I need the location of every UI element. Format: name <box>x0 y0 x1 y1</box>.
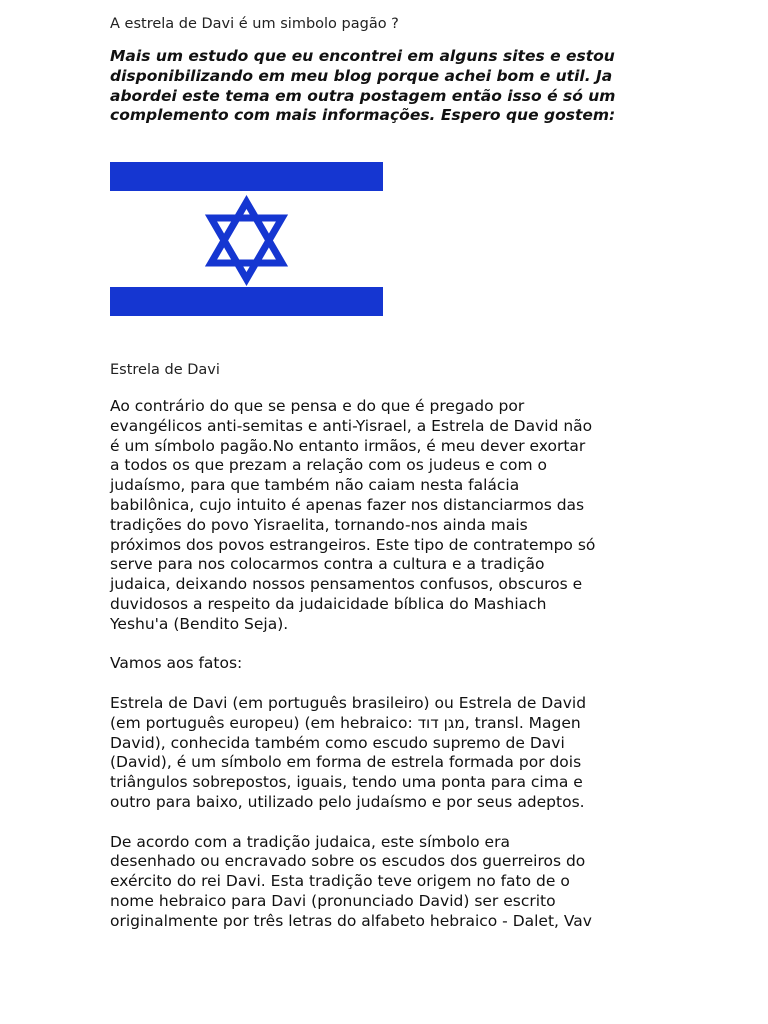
intro-line: disponibilizando em meu blog porque achei bom e util. Ja <box>110 66 613 85</box>
text-line: Ao contrário do que se pensa e do que é pregado por <box>110 397 525 415</box>
intro-line: Mais um estudo que eu encontrei em alguns sites e estou <box>110 47 615 65</box>
post-title: A estrela de Davi é um simbolo pagão ? <box>110 16 399 32</box>
article-body <box>110 397 670 951</box>
text-line: a todos os que prezam a relação com os judeus e com o <box>110 456 548 475</box>
intro-line: abordei este tema em outra postagem então isso é só um <box>110 86 616 105</box>
image-caption: Estrela de Davi <box>110 362 220 378</box>
flag-top-stripe <box>110 162 383 191</box>
text-line: Vamos aos fatos: <box>110 654 243 673</box>
text-line: evangélicos anti-semitas e anti-Yisrael, a Estrela de David não <box>110 416 593 435</box>
text-line: De acordo com a tradição judaica, este símbolo era <box>110 832 510 851</box>
text-line: Estrela de Davi (em português brasileiro) ou Estrela de David <box>110 693 587 712</box>
paragraph-intro-facts <box>110 397 670 635</box>
text-line: judaísmo, para que também não caiam nesta falácia <box>110 476 520 495</box>
paragraph-tradition <box>110 833 670 932</box>
text-line: duvidosos a respeito da judaicidade bíblica do Mashiach <box>110 594 547 613</box>
text-line: é um símbolo pagão.No entanto irmãos, é meu dever exortar <box>110 436 586 455</box>
israel-flag-image <box>110 162 383 316</box>
text-line: (David), é um símbolo em forma de estrela formada por dois <box>110 753 582 772</box>
paragraph-facts-heading <box>110 654 670 674</box>
text-line: (em português europeu) (em hebraico: מגן דוד, transl. Magen <box>110 713 581 732</box>
text-line: exército do rei Davi. Esta tradição teve origem no fato de o <box>110 872 570 891</box>
text-line: David), conhecida também como escudo supremo de Davi <box>110 733 565 752</box>
text-line: nome hebraico para Davi (pronunciado David) ser escrito <box>110 891 556 910</box>
text-line: originalmente por três letras do alfabeto hebraico - Dalet, Vav <box>110 911 592 930</box>
intro-paragraph <box>110 47 670 126</box>
intro-line: complemento com mais informações. Espero que gostem: <box>110 106 616 125</box>
text-line: triângulos sobrepostos, iguais, tendo uma ponta para cima e <box>110 773 583 792</box>
text-line: outro para baixo, utilizado pelo judaísmo e por seus adeptos. <box>110 792 585 811</box>
text-line: judaica, deixando nossos pensamentos confusos, obscuros e <box>110 575 583 594</box>
paragraph-definition <box>110 694 670 813</box>
text-line: tradições do povo Yisraelita, tornando-nos ainda mais <box>110 515 528 534</box>
text-line: Yeshu'a (Bendito Seja). <box>110 614 289 633</box>
text-line: próximos dos povos estrangeiros. Este tipo de contratempo só <box>110 535 596 554</box>
flag-bottom-stripe <box>110 287 383 316</box>
text-line: serve para nos colocarmos contra a cultura e a tradição <box>110 555 545 574</box>
text-line: desenhado ou encravado sobre os escudos dos guerreiros do <box>110 852 586 871</box>
text-line: babilônica, cujo intuito é apenas fazer nos distanciarmos das <box>110 495 585 514</box>
